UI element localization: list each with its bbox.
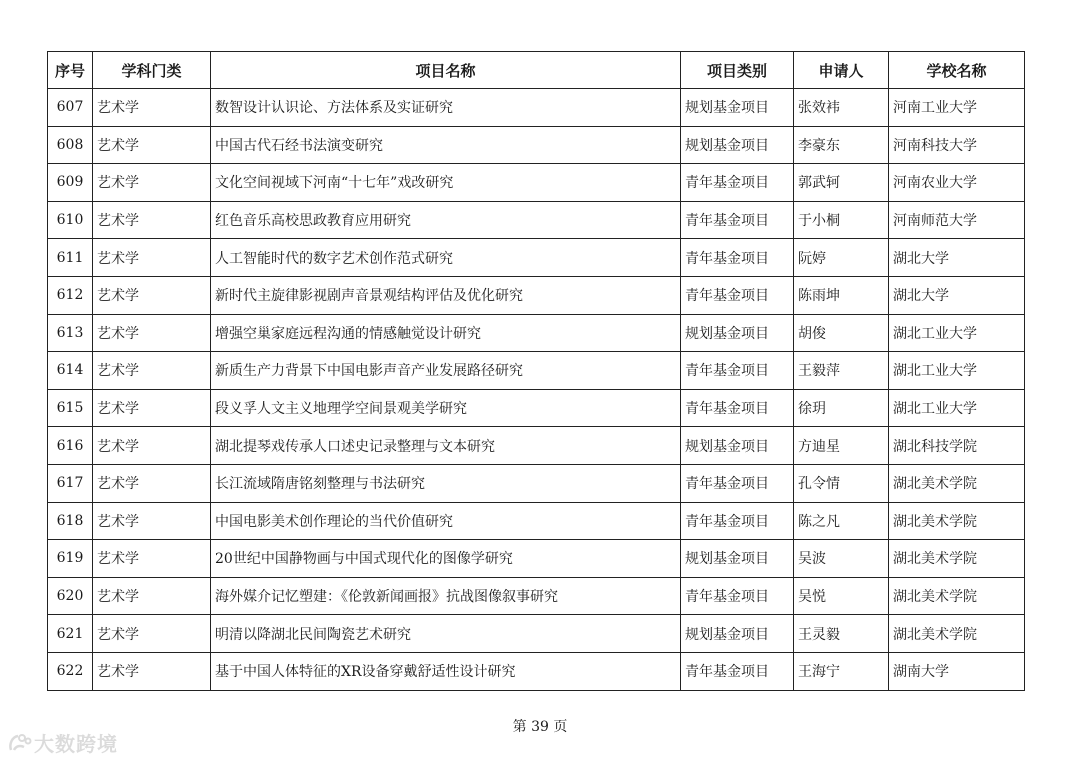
- header-project-type: 项目类别: [681, 52, 794, 89]
- cell-applicant: 孔令情: [794, 464, 889, 502]
- cell-school: 湖北美术学院: [889, 502, 1025, 540]
- cell-index: 609: [48, 164, 93, 202]
- cell-school: 湖北大学: [889, 239, 1025, 277]
- cell-discipline: 艺术学: [93, 164, 211, 202]
- cell-index: 611: [48, 239, 93, 277]
- cell-school: 河南农业大学: [889, 164, 1025, 202]
- table-body: [48, 89, 1025, 691]
- cell-applicant: 于小桐: [794, 201, 889, 239]
- cell-index: 622: [48, 652, 93, 690]
- cell-project-type: 青年基金项目: [681, 164, 794, 202]
- cell-project-name: 新时代主旋律影视剧声音景观结构评估及优化研究: [211, 276, 681, 314]
- cell-index: 621: [48, 615, 93, 653]
- table-row: [48, 427, 1025, 465]
- page-number: 第 39 页: [512, 719, 568, 735]
- table-header-row: [48, 52, 1025, 89]
- cell-project-type: 规划基金项目: [681, 427, 794, 465]
- cell-school: 湖北美术学院: [889, 464, 1025, 502]
- cell-project-name: 红色音乐高校思政教育应用研究: [211, 201, 681, 239]
- cell-index: 614: [48, 352, 93, 390]
- cell-school: 湖北工业大学: [889, 314, 1025, 352]
- cell-discipline: 艺术学: [93, 239, 211, 277]
- cell-project-name: 20世纪中国静物画与中国式现代化的图像学研究: [211, 540, 681, 578]
- cell-index: 617: [48, 464, 93, 502]
- table-row: [48, 276, 1025, 314]
- cell-index: 618: [48, 502, 93, 540]
- table-row: [48, 502, 1025, 540]
- cell-applicant: 阮婷: [794, 239, 889, 277]
- table-row: [48, 389, 1025, 427]
- cell-project-type: 规划基金项目: [681, 615, 794, 653]
- table-row: [48, 164, 1025, 202]
- cell-discipline: 艺术学: [93, 352, 211, 390]
- cell-index: 615: [48, 389, 93, 427]
- cell-discipline: 艺术学: [93, 201, 211, 239]
- cell-project-name: 明清以降湖北民间陶瓷艺术研究: [211, 615, 681, 653]
- cell-project-type: 青年基金项目: [681, 389, 794, 427]
- table-row: [48, 652, 1025, 690]
- cell-applicant: 徐玥: [794, 389, 889, 427]
- cell-school: 湖北美术学院: [889, 615, 1025, 653]
- header-project-name: 项目名称: [211, 52, 681, 89]
- cell-school: 湖北工业大学: [889, 389, 1025, 427]
- cell-index: 607: [48, 89, 93, 127]
- watermark: [8, 728, 118, 757]
- cell-applicant: 王海宁: [794, 652, 889, 690]
- cell-applicant: 方迪星: [794, 427, 889, 465]
- cell-school: 湖北美术学院: [889, 540, 1025, 578]
- table-row: [48, 314, 1025, 352]
- cell-school: 湖南大学: [889, 652, 1025, 690]
- cell-applicant: 郭武轲: [794, 164, 889, 202]
- table-row: [48, 615, 1025, 653]
- cell-discipline: 艺术学: [93, 389, 211, 427]
- table-row: [48, 89, 1025, 127]
- cell-applicant: 吴波: [794, 540, 889, 578]
- watermark-text: 大数跨境: [34, 732, 118, 756]
- cell-index: 612: [48, 276, 93, 314]
- cell-discipline: 艺术学: [93, 464, 211, 502]
- cell-project-type: 青年基金项目: [681, 577, 794, 615]
- cell-applicant: 张效袆: [794, 89, 889, 127]
- cell-project-name: 海外媒介记忆塑建：《伦敦新闻画报》抗战图像叙事研究: [211, 577, 681, 615]
- cell-project-name: 文化空间视域下河南“十七年”戏改研究: [211, 164, 681, 202]
- table-row: [48, 352, 1025, 390]
- cell-project-name: 长江流域隋唐铭刻整理与书法研究: [211, 464, 681, 502]
- cell-project-name: 基于中国人体特征的XR设备穿戴舒适性设计研究: [211, 652, 681, 690]
- cell-project-type: 青年基金项目: [681, 239, 794, 277]
- table-row: [48, 540, 1025, 578]
- cell-discipline: 艺术学: [93, 577, 211, 615]
- header-applicant: 申请人: [794, 52, 889, 89]
- cell-index: 613: [48, 314, 93, 352]
- cell-applicant: 胡俊: [794, 314, 889, 352]
- cell-applicant: 陈雨坤: [794, 276, 889, 314]
- cell-index: 608: [48, 126, 93, 164]
- table-row: [48, 201, 1025, 239]
- watermark-logo-icon: [8, 732, 32, 754]
- cell-project-type: 规划基金项目: [681, 314, 794, 352]
- cell-school: 湖北美术学院: [889, 577, 1025, 615]
- cell-applicant: 王毅萍: [794, 352, 889, 390]
- cell-discipline: 艺术学: [93, 615, 211, 653]
- cell-project-type: 规划基金项目: [681, 89, 794, 127]
- cell-project-type: 青年基金项目: [681, 352, 794, 390]
- cell-school: 湖北科技学院: [889, 427, 1025, 465]
- cell-discipline: 艺术学: [93, 276, 211, 314]
- cell-school: 河南师范大学: [889, 201, 1025, 239]
- cell-discipline: 艺术学: [93, 652, 211, 690]
- cell-school: 河南科技大学: [889, 126, 1025, 164]
- cell-project-name: 湖北提琴戏传承人口述史记录整理与文本研究: [211, 427, 681, 465]
- cell-school: 河南工业大学: [889, 89, 1025, 127]
- cell-index: 616: [48, 427, 93, 465]
- table-row: [48, 577, 1025, 615]
- cell-project-type: 青年基金项目: [681, 464, 794, 502]
- cell-index: 620: [48, 577, 93, 615]
- header-discipline: 学科门类: [93, 52, 211, 89]
- cell-discipline: 艺术学: [93, 540, 211, 578]
- cell-project-name: 数智设计认识论、方法体系及实证研究: [211, 89, 681, 127]
- cell-discipline: 艺术学: [93, 427, 211, 465]
- cell-discipline: 艺术学: [93, 314, 211, 352]
- cell-school: 湖北工业大学: [889, 352, 1025, 390]
- cell-project-type: 青年基金项目: [681, 652, 794, 690]
- cell-project-type: 规划基金项目: [681, 126, 794, 164]
- cell-applicant: 王灵毅: [794, 615, 889, 653]
- cell-project-type: 青年基金项目: [681, 502, 794, 540]
- cell-discipline: 艺术学: [93, 126, 211, 164]
- cell-school: 湖北大学: [889, 276, 1025, 314]
- header-school: 学校名称: [889, 52, 1025, 89]
- cell-project-name: 中国电影美术创作理论的当代价值研究: [211, 502, 681, 540]
- cell-applicant: 陈之凡: [794, 502, 889, 540]
- header-index: 序号: [48, 52, 93, 89]
- cell-discipline: 艺术学: [93, 502, 211, 540]
- cell-project-name: 增强空巢家庭远程沟通的情感触觉设计研究: [211, 314, 681, 352]
- table-row: [48, 464, 1025, 502]
- cell-index: 619: [48, 540, 93, 578]
- cell-project-type: 青年基金项目: [681, 201, 794, 239]
- cell-project-name: 段义孚人文主义地理学空间景观美学研究: [211, 389, 681, 427]
- project-table: [47, 51, 1025, 691]
- cell-discipline: 艺术学: [93, 89, 211, 127]
- cell-project-type: 青年基金项目: [681, 276, 794, 314]
- cell-project-type: 规划基金项目: [681, 540, 794, 578]
- cell-applicant: 李豪东: [794, 126, 889, 164]
- cell-project-name: 新质生产力背景下中国电影声音产业发展路径研究: [211, 352, 681, 390]
- table-row: [48, 239, 1025, 277]
- cell-applicant: 吴悦: [794, 577, 889, 615]
- cell-project-name: 人工智能时代的数字艺术创作范式研究: [211, 239, 681, 277]
- cell-project-name: 中国古代石经书法演变研究: [211, 126, 681, 164]
- table-row: [48, 126, 1025, 164]
- cell-index: 610: [48, 201, 93, 239]
